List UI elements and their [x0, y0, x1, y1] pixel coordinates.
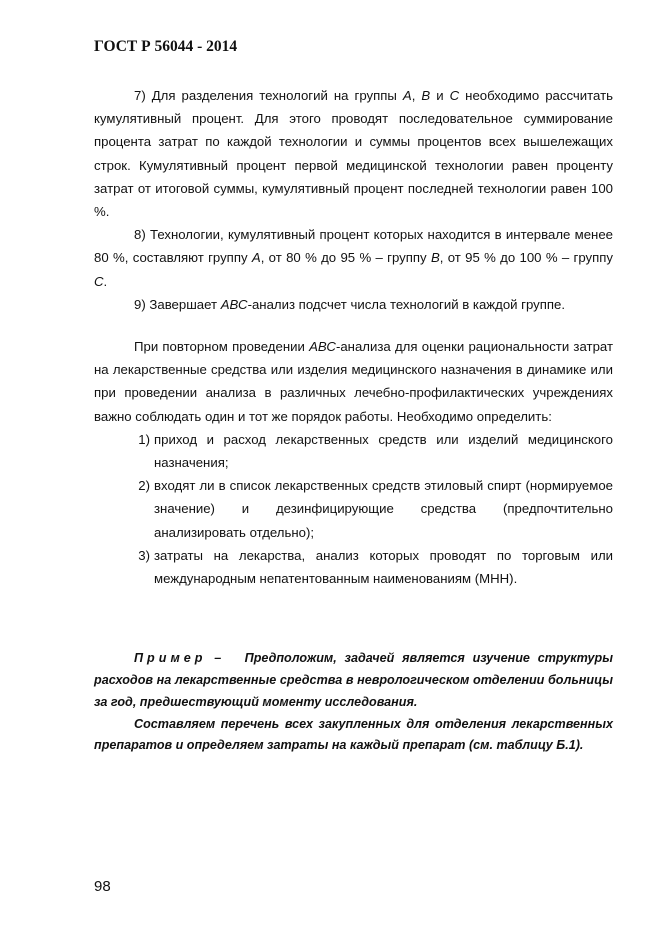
example-text-1: Предположим, задачей является изучение структуры расходов на лекарственные средства в неврологическом отделении больницы за год, предшествующий моменту исследования.: [94, 651, 613, 709]
list-item-number: 3): [138, 547, 150, 563]
example-label: Пример: [134, 651, 207, 666]
page-number: 98: [94, 878, 111, 895]
example-paragraph-1: [94, 648, 613, 713]
page-body: [94, 84, 613, 757]
list-item-number: 2): [138, 478, 150, 494]
paragraph-step-8: 8) Технологии, кумулятивный процент которых находится в интервале менее 80 %, составляют группу А, от 80 % до 95 % – группу В, от 95 % до 100 % – группу С.: [94, 227, 613, 289]
list-item: [94, 474, 613, 544]
example-block: [94, 648, 613, 757]
paragraph-step-9: 9) Завершает АВС-анализ подсчет числа технологий в каждой группе.: [134, 296, 566, 312]
list-item-text: затраты на лекарства, анализ которых проводят по торговым или международным непатентованным наименованиям (МНН).: [154, 547, 613, 587]
document-header: ГОСТ Р 56044 - 2014: [94, 38, 238, 55]
paragraph-repeat-analysis: При повторном проведении АВС-анализа для оценки рациональности затрат на лекарственные средства или изделия медицинского назначения в динамике или при проведении анализа в различных лечебно-профилактических учреждениях важно соблюдать один и тот же порядок работы. Необходимо определить:: [94, 339, 613, 424]
list-item-number: 1): [138, 431, 150, 447]
requirements-list: [94, 428, 613, 590]
paragraph-step-7: 7) Для разделения технологий на группы А, В и С необходимо рассчитать кумулятивный процент. Для этого проводят последовательное суммирование процента затрат по каждой технологии и суммы процентов всех вышележащих строк. Кумулятивный процент первой медицинской технологии равен проценту затрат от итоговой суммы, кумулятивный процент последней технологии равен 100 %.: [94, 88, 614, 220]
list-item-text: входят ли в список лекарственных средств этиловый спирт (нормируемое значение) и дезинфицирующие средства (предпочтительно анализировать отдельно);: [154, 478, 613, 540]
list-item-text: приход и расход лекарственных средств или изделий медицинского назначения;: [154, 431, 613, 471]
example-paragraph-2: Составляем перечень всех закупленных для отделения лекарственных препаратов и определяем затраты на каждый препарат (см. таблицу Б.1).: [94, 716, 613, 753]
list-item: [94, 544, 613, 590]
example-dash: –: [214, 651, 222, 666]
list-item: [94, 428, 613, 474]
